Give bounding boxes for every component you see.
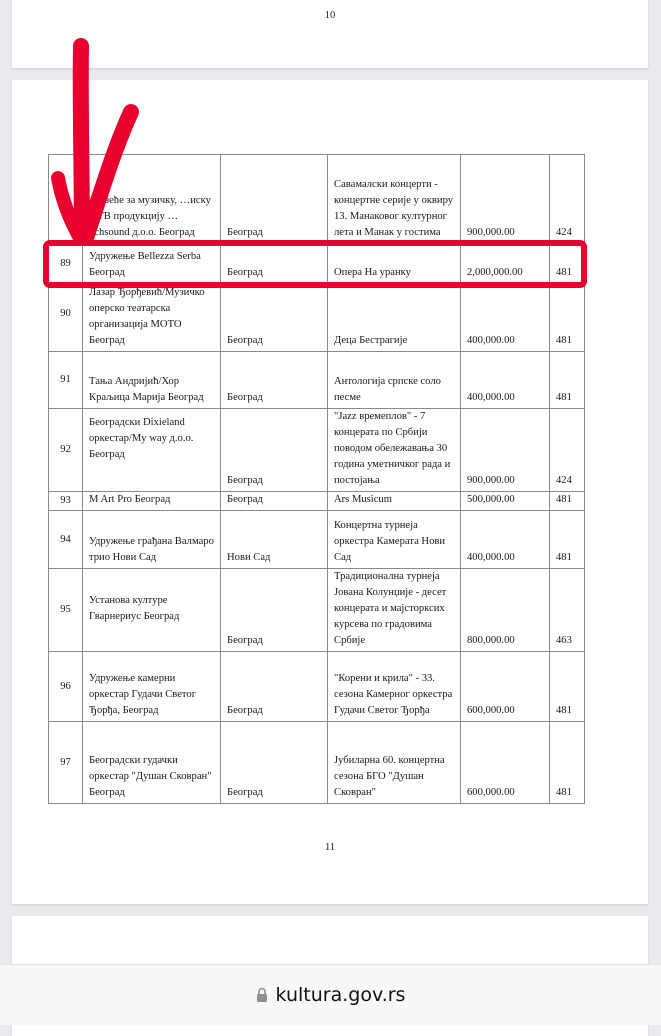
code-cell: 481 — [550, 511, 585, 569]
project-cell: Антологија српске соло песме — [328, 352, 461, 409]
applicant-cell — [83, 569, 221, 652]
row-number: 96 — [49, 652, 83, 722]
amount-cell: 900,000.00 — [461, 409, 550, 492]
table-row-highlighted — [49, 244, 585, 284]
project-cell: Концертна турнеја оркестра Камерата Нови Сад — [328, 511, 461, 569]
applicant-text: Установа културе Гварнериус Београд — [89, 595, 180, 622]
table-row — [49, 409, 585, 492]
row-number: 89 — [49, 244, 83, 284]
table-row — [49, 569, 585, 652]
row-number: 93 — [49, 492, 83, 511]
row-number: 94 — [49, 511, 83, 569]
applicant-cell: Београдски гудачки оркестар "Душан Сковран" Београд — [83, 722, 221, 804]
row-number — [49, 155, 83, 244]
code-cell: 481 — [550, 352, 585, 409]
pdf-page-11 — [12, 80, 648, 904]
project-cell: Деца Бестрагије — [328, 284, 461, 352]
amount-cell: 600,000.00 — [461, 652, 550, 722]
city-cell: Београд — [221, 352, 328, 409]
table-row — [49, 492, 585, 511]
city-cell: Београд — [221, 284, 328, 352]
city-cell: Београд — [221, 569, 328, 652]
amount-cell: 800,000.00 — [461, 569, 550, 652]
row-number: 95 — [49, 569, 83, 652]
city-cell: Београд — [221, 492, 328, 511]
applicant-cell: Удружење Bellezza Serba Београд — [83, 244, 221, 284]
grants-table — [48, 154, 585, 804]
project-cell: Јубиларна 60. концертна сезона БГО "Душан Сковран" — [328, 722, 461, 804]
code-cell: 481 — [550, 284, 585, 352]
project-cell: Ars Musicum — [328, 492, 461, 511]
project-cell: "Jazz времеплов" - 7 концерата по Србији поводом обележавања 30 година уметничког рада и постојања — [328, 409, 461, 492]
row-number: 91 — [49, 352, 83, 409]
applicant-text: Београдски Dixieland оркестар/My way д.о.о. Београд — [89, 417, 194, 460]
city-cell: Београд — [221, 155, 328, 244]
row-number: 90 — [49, 284, 83, 352]
amount-cell: 600,000.00 — [461, 722, 550, 804]
project-cell: "Корени и крила" - 33. сезона Камерног оркестра Гудачи Светог Ђорђа — [328, 652, 461, 722]
code-cell: 481 — [550, 722, 585, 804]
applicant-cell: Удружење камерни оркестар Гудачи Светог Ђорђа, Београд — [83, 652, 221, 722]
project-cell: Савамалски концерти - концертне серије у оквиру 13. Манаковог културног лета и Манак у гостима — [328, 155, 461, 244]
code-cell: 463 — [550, 569, 585, 652]
pdf-page-10 — [12, 0, 648, 68]
row-number: 92 — [49, 409, 83, 492]
browser-address-bar[interactable] — [0, 964, 661, 1025]
amount-cell: 900,000.00 — [461, 155, 550, 244]
city-cell: Београд — [221, 652, 328, 722]
code-cell: 424 — [550, 155, 585, 244]
page-number: 11 — [324, 842, 336, 853]
amount-cell: 400,000.00 — [461, 352, 550, 409]
city-cell: Београд — [221, 244, 328, 284]
amount-cell: 2,000,000.00 — [461, 244, 550, 284]
table-row — [49, 155, 585, 244]
city-cell: Нови Сад — [221, 511, 328, 569]
url-text[interactable]: kultura.gov.rs — [275, 984, 406, 1006]
table-row — [49, 722, 585, 804]
applicant-cell — [83, 409, 221, 492]
table-row — [49, 511, 585, 569]
table-row — [49, 652, 585, 722]
applicant-cell: M Art Pro Београд — [83, 492, 221, 511]
amount-cell: 400,000.00 — [461, 284, 550, 352]
code-cell: 481 — [550, 492, 585, 511]
amount-cell: 500,000.00 — [461, 492, 550, 511]
table-row — [49, 352, 585, 409]
amount-cell: 400,000.00 — [461, 511, 550, 569]
code-cell: 424 — [550, 409, 585, 492]
page-number: 10 — [324, 10, 336, 21]
city-cell: Београд — [221, 722, 328, 804]
applicant-cell: Тања Андријић/Хор Краљица Марија Београд — [83, 352, 221, 409]
code-cell: 481 — [550, 652, 585, 722]
applicant-cell: Лазар Ђорђевић/Музичко оперско театарска организација МОТО Београд — [83, 284, 221, 352]
project-cell: Опера На уранку — [328, 244, 461, 284]
applicant-cell: …узеће за музичку, …иску и ТВ продукцију …uchsound д.о.о. Београд — [83, 155, 221, 244]
applicant-cell: Удружење грађана Валмаро трио Нови Сад — [83, 511, 221, 569]
city-cell: Београд — [221, 409, 328, 492]
lock-icon — [256, 987, 268, 1003]
project-cell: Традиционална турнеја Јована Колунџије - десет концерата и мајсторксих курсева по градовима Србије — [328, 569, 461, 652]
row-number: 97 — [49, 722, 83, 804]
code-cell: 481 — [550, 244, 585, 284]
table-row — [49, 284, 585, 352]
